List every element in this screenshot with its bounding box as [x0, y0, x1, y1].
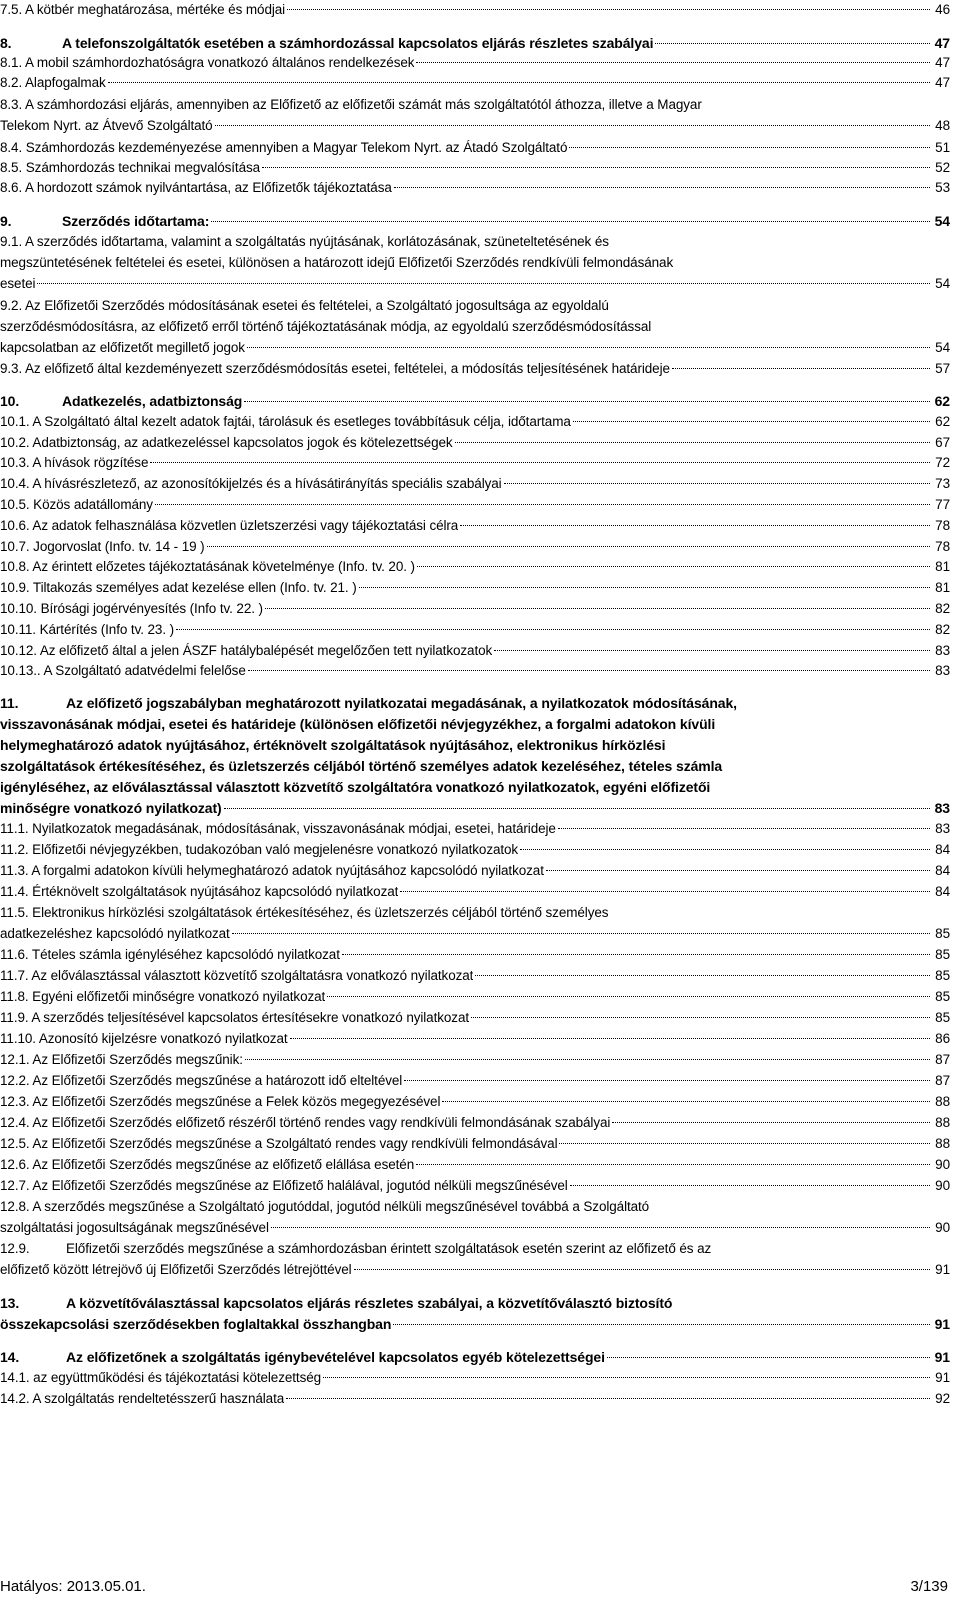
toc-entry[interactable]: [0, 338, 950, 358]
toc-chapter[interactable]: [0, 798, 950, 818]
toc-entry[interactable]: [0, 966, 950, 986]
toc-entry[interactable]: [0, 1113, 950, 1133]
toc-entry-page: 77: [935, 497, 950, 512]
toc-chapter-line: igényléséhez, az előválasztással választott közvetítő szolgáltatóra vonatkozó nyilatkozatok, egyéni előfizetői: [0, 779, 711, 795]
toc-entry-title: 11.9. A szerződés teljesítésével kapcsolatos értesítésekre vonatkozó nyilatkozat: [0, 1010, 470, 1025]
toc-entry-title: 7.5. A kötbér meghatározása, mértéke és módjai: [0, 2, 286, 17]
toc-entry[interactable]: [0, 495, 950, 515]
toc-entry-line: 8.3. A számhordozási eljárás, amennyiben az Előfizető az előfizetői számát más szolgáltatótól áthozza, illetve a Magyar: [0, 97, 702, 112]
toc-entry-page: 62: [934, 393, 950, 409]
toc-entry-line: 9.1. A szerződés időtartama, valamint a szolgáltatás nyújtásának, korlátozásának, szüneteltetésének és: [0, 234, 609, 249]
toc-entry[interactable]: [0, 433, 950, 453]
toc-entry-page: 82: [935, 601, 950, 616]
effective-date: Hatályos: 2013.05.01.: [0, 1578, 146, 1595]
toc-chapter[interactable]: [0, 33, 950, 53]
toc-entry-title: 8.1. A mobil számhordozhatóságra vonatkozó általános rendelkezések: [0, 55, 415, 70]
toc-entry[interactable]: [0, 924, 950, 944]
chapter-title: A közvetítőválasztással kapcsolatos eljárás részletes szabályai, a közvetítőválasztó biztosító: [66, 1295, 673, 1311]
toc-entry-page: 78: [935, 539, 950, 554]
toc-entry-title: 10.6. Az adatok felhasználása közvetlen üzletszerzési vagy tájékoztatási célra: [0, 518, 459, 533]
toc-entry-title: 11.7. Az előválasztással választott közvetítő szolgáltatásra vonatkozó nyilatkozat: [0, 968, 474, 983]
toc-entry[interactable]: [0, 53, 950, 73]
toc-entry-title: 10.11. Kártérítés (Info tv. 23. ): [0, 622, 175, 637]
toc-entry[interactable]: [0, 1155, 950, 1175]
toc-entry-page: 87: [935, 1073, 950, 1088]
chapter-number: 10.: [0, 393, 20, 409]
toc-entry[interactable]: [0, 945, 950, 965]
toc-entry[interactable]: [0, 1176, 950, 1196]
toc-entry-title: 14.1. az együttműködési és tájékoztatási kötelezettség: [0, 1370, 322, 1385]
toc-entry-title: 10.1. A Szolgáltató által kezelt adatok fajtái, tárolásuk és esetleges továbbításuk célja, időtartama: [0, 414, 571, 429]
toc-entry[interactable]: [0, 661, 950, 681]
toc-entry-page: 47: [935, 55, 950, 70]
chapter-title: A telefonszolgáltatók esetében a számhordozással kapcsolatos eljárás részletes szabályai: [62, 35, 654, 51]
toc-entry[interactable]: [0, 1368, 950, 1388]
toc-entry-page: 83: [935, 663, 950, 678]
toc-entry-page: 62: [935, 414, 950, 429]
toc-entry-title: esetei: [0, 276, 36, 291]
toc-entry-title: 8.6. A hordozott számok nyilvántartása, az Előfizetők tájékoztatása: [0, 180, 392, 195]
toc-entry[interactable]: [0, 453, 950, 473]
toc-entry-title: 10.3. A hívások rögzítése: [0, 455, 149, 470]
chapter-title: Adatkezelés, adatbiztonság: [62, 393, 243, 409]
toc-entry[interactable]: [0, 1008, 950, 1028]
toc-entry-page: 46: [935, 2, 950, 17]
toc-entry-title: 12.1. Az Előfizetői Szerződés megszűnik:: [0, 1052, 243, 1067]
toc-entry-page: 85: [935, 968, 950, 983]
toc-entry[interactable]: [0, 158, 950, 178]
toc-entry-page: 57: [935, 361, 950, 376]
toc-entry-page: 90: [935, 1157, 950, 1172]
toc-entry-title: 11.6. Tételes számla igényléséhez kapcsolódó nyilatkozat: [0, 947, 340, 962]
toc-entry-title: Telekom Nyrt. az Átvevő Szolgáltató: [0, 118, 213, 133]
chapter-title: Az előfizetőnek a szolgáltatás igénybevételével kapcsolatos egyéb kötelezettségei: [66, 1349, 605, 1365]
toc-entry-page: 47: [935, 75, 950, 90]
toc-entry[interactable]: [0, 840, 950, 860]
toc-entry[interactable]: [0, 1134, 950, 1154]
toc-entry-title: 11.2. Előfizetői névjegyzékben, tudakozóban való megjelenésre vonatkozó nyilatkozatok: [0, 842, 519, 857]
toc-entry[interactable]: [0, 882, 950, 902]
toc-entry-page: 53: [935, 180, 950, 195]
toc-entry-page: 90: [935, 1220, 950, 1235]
toc-entry-line: szerződésmódosításra, az előfizető erről történő tájékoztatásának módja, az egyoldalú szerződésmódosítással: [0, 319, 652, 334]
toc-entry-title: 10.8. Az érintett előzetes tájékoztatásának követelménye (Info. tv. 20. ): [0, 559, 415, 574]
toc-entry-page: 78: [935, 518, 950, 533]
toc-entry[interactable]: [0, 1218, 950, 1238]
toc-chapter-line: [0, 693, 950, 713]
toc-chapter-line: helymeghatározó adatok nyújtásához, értéknövelt szolgáltatások nyújtásához, elektronikus hírközlési: [0, 737, 666, 753]
toc-entry-title: 11.10. Azonosító kijelzésre vonatkozó nyilatkozat: [0, 1031, 288, 1046]
toc-entry[interactable]: [0, 578, 950, 598]
toc-entry[interactable]: [0, 1092, 950, 1112]
toc-chapter[interactable]: [0, 211, 950, 231]
toc-entry-title: 12.2. Az Előfizetői Szerződés megszűnése a határozott idő elteltével: [0, 1073, 403, 1088]
toc-entry[interactable]: [0, 1260, 950, 1280]
toc-entry-title: kapcsolatban az előfizetőt megillető jogok: [0, 340, 245, 355]
toc-entry-page: 51: [935, 140, 950, 155]
toc-entry-title: 11.3. A forgalmi adatokon kívüli helymeghatározó adatok nyújtásához kapcsolódó nyilatkozat: [0, 863, 544, 878]
toc-entry-page: 88: [935, 1115, 950, 1130]
toc-entry-page: 73: [935, 476, 950, 491]
toc-entry-page: 81: [935, 580, 950, 595]
toc-entry-title: 12.5. Az Előfizetői Szerződés megszűnése a Szolgáltató rendes vagy rendkívüli felmondásával: [0, 1136, 558, 1151]
toc-entry-title: 11.1. Nyilatkozatok megadásának, módosításának, visszavonásának módjai, esetei, határideje: [0, 821, 556, 836]
toc-entry-title: 11.4. Értéknövelt szolgáltatások nyújtásához kapcsolódó nyilatkozat: [0, 884, 399, 899]
toc-entry[interactable]: [0, 0, 950, 20]
toc-entry-title: 10.5. Közös adatállomány: [0, 497, 153, 512]
toc-entry-page: 81: [935, 559, 950, 574]
toc-entry[interactable]: [0, 557, 950, 577]
toc-entry-title: 10.4. A hívásrészletező, az azonosítókijelzés és a hívásátirányítás speciális szabályai: [0, 476, 502, 491]
toc-entry-title: 8.2. Alapfogalmak: [0, 75, 106, 90]
toc-entry[interactable]: [0, 178, 950, 198]
toc-chapter-line: visszavonásának módjai, esetei és határideje (különösen előfizetői névjegyzékhez, a forgalmi adatokon kívüli: [0, 716, 716, 732]
chapter-number: 9.: [0, 213, 12, 229]
toc-entry[interactable]: [0, 359, 950, 379]
toc-entry-title: szolgáltatási jogosultságának megszűnésével: [0, 1220, 269, 1235]
toc-entry-title: 11.8. Egyéni előfizetői minőségre vonatkozó nyilatkozat: [0, 989, 326, 1004]
chapter-number: 14.: [0, 1349, 20, 1365]
chapter-number: 11.: [0, 695, 19, 711]
toc-entry-page: 86: [935, 1031, 950, 1046]
toc-entry-page: 54: [935, 340, 950, 355]
toc-entry-page: 90: [935, 1178, 950, 1193]
toc-entry-title: 12.6. Az Előfizetői Szerződés megszűnése az előfizető elállása esetén: [0, 1157, 415, 1172]
toc-entry[interactable]: [0, 599, 950, 619]
toc-entry-page: 92: [935, 1391, 950, 1406]
toc-entry-title: adatkezeléshez kapcsolódó nyilatkozat: [0, 926, 230, 941]
toc-entry[interactable]: [0, 641, 950, 661]
toc-entry[interactable]: [0, 412, 950, 432]
toc-entry[interactable]: [0, 73, 950, 93]
chapter-number: 8.: [0, 35, 12, 51]
toc-entry-page: 85: [935, 989, 950, 1004]
toc-entry-page: 83: [935, 821, 950, 836]
toc-entry[interactable]: [0, 116, 950, 136]
toc-entry-page: 54: [935, 276, 950, 291]
toc-entry-page: 87: [935, 1052, 950, 1067]
toc-entry[interactable]: [0, 987, 950, 1007]
toc-entry-page: 88: [935, 1136, 950, 1151]
toc-entry-title: Előfizetői szerződés megszűnése a számhordozásban érintett szolgáltatások esetén szerint az előfizető és az: [66, 1241, 712, 1256]
toc-entry-page: 91: [935, 1370, 950, 1385]
toc-entry-line: [0, 1239, 950, 1259]
toc-entry-page: 54: [934, 213, 950, 229]
toc-entry-title: 10.13.. A Szolgáltató adatvédelmi felelőse: [0, 663, 246, 678]
toc-entry-title: 14.2. A szolgáltatás rendeltetésszerű használata: [0, 1391, 285, 1406]
toc-entry[interactable]: [0, 1029, 950, 1049]
toc-entry-page: 88: [935, 1094, 950, 1109]
toc-entry-title: 8.5. Számhordozás technikai megvalósítása: [0, 160, 261, 175]
toc-entry-page: 85: [935, 947, 950, 962]
toc-entry-line: 12.8. A szerződés megszűnése a Szolgáltató jogutóddal, jogutód nélküli megszűnésével továbbá a Szolgáltató: [0, 1199, 650, 1214]
toc-entry[interactable]: [0, 474, 950, 494]
toc-entry-page: 84: [935, 884, 950, 899]
toc-entry-line: megszüntetésének feltételei és esetei, különösen a határozott idejű Előfizetői Szerződés rendkívüli felmondásának: [0, 255, 674, 270]
toc-entry[interactable]: [0, 274, 950, 294]
toc-entry-title: 12.3. Az Előfizetői Szerződés megszűnése a Felek közös megegyezésével: [0, 1094, 441, 1109]
chapter-title: Az előfizető jogszabályban meghatározott nyilatkozatai megadásának, a nyilatkozatok módosításának,: [66, 695, 737, 711]
toc-entry[interactable]: [0, 1389, 950, 1409]
toc-entry-title: 10.10. Bírósági jogérvényesítés (Info tv. 22. ): [0, 601, 263, 616]
toc-entry-title: 8.4. Számhordozás kezdeményezése amennyiben a Magyar Telekom Nyrt. az Átadó Szolgáltató: [0, 140, 568, 155]
toc-entry[interactable]: [0, 861, 950, 881]
chapter-title: összekapcsolási szerződésekben foglaltakkal összhangban: [0, 1316, 392, 1332]
toc-chapter[interactable]: [0, 1314, 950, 1334]
toc-entry-page: 48: [935, 118, 950, 133]
toc-entry-page: 47: [934, 35, 950, 51]
toc-entry-title: 12.7. Az Előfizetői Szerződés megszűnése az Előfizető halálával, jogutód nélküli megszűnésével: [0, 1178, 568, 1193]
toc-chapter[interactable]: [0, 1347, 950, 1367]
toc-entry-title: 10.7. Jogorvoslat (Info. tv. 14 - 19 ): [0, 539, 205, 554]
toc-entry-page: 84: [935, 842, 950, 857]
toc-entry-title: 12.4. Az Előfizetői Szerződés előfizető részéről történő rendes vagy rendkívüli felmondásának szabályai: [0, 1115, 611, 1130]
toc-entry-page: 83: [934, 800, 950, 816]
toc-entry[interactable]: [0, 516, 950, 536]
toc-entry[interactable]: [0, 138, 950, 158]
page-counter: 3/139: [910, 1578, 948, 1595]
toc-chapter-line: szolgáltatások értékesítéséhez, és üzletszerzés céljából történő személyes adatok kezeléséhez, tételes számla: [0, 758, 723, 774]
toc-entry-page: 85: [935, 1010, 950, 1025]
chapter-number: 13.: [0, 1295, 20, 1311]
toc-chapter[interactable]: [0, 391, 950, 411]
section-number: 12.9.: [0, 1241, 30, 1256]
toc-entry-page: 84: [935, 863, 950, 878]
chapter-title: Szerződés időtartama:: [62, 213, 210, 229]
chapter-title: minőségre vonatkozó nyilatkozat): [0, 800, 222, 816]
toc-entry[interactable]: [0, 819, 950, 839]
toc-entry-page: 67: [935, 435, 950, 450]
toc-chapter-line: [0, 1293, 950, 1313]
toc-entry-title: előfizető között létrejövő új Előfizetői Szerződés létrejöttével: [0, 1262, 352, 1277]
toc-entry-title: 10.12. Az előfizető által a jelen ÁSZF hatálybalépését megelőzően tett nyilatkozatok: [0, 643, 493, 658]
toc-entry-page: 91: [934, 1316, 950, 1332]
toc-entry-title: 10.9. Tiltakozás személyes adat kezelése ellen (Info. tv. 21. ): [0, 580, 357, 595]
toc-entry-page: 82: [935, 622, 950, 637]
toc-entry-title: 10.2. Adatbiztonság, az adatkezeléssel kapcsolatos jogok és kötelezettségek: [0, 435, 453, 450]
toc-entry-line: 9.2. Az Előfizetői Szerződés módosításának esetei és feltételei, a Szolgáltató jogosultsága az egyoldalú: [0, 298, 609, 313]
toc-entry-page: 91: [935, 1262, 950, 1277]
toc-entry-line: 11.5. Elektronikus hírközlési szolgáltatások értékesítéséhez, és üzletszerzés céljából történő személyes: [0, 905, 609, 920]
toc-entry[interactable]: [0, 1071, 950, 1091]
toc-entry[interactable]: [0, 620, 950, 640]
toc-entry-page: 83: [935, 643, 950, 658]
toc-entry-title: 9.3. Az előfizető által kezdeményezett szerződésmódosítás esetei, feltételei, a módosítás teljesítésének határideje: [0, 361, 670, 376]
toc-entry-page: 52: [935, 160, 950, 175]
toc-entry-page: 85: [935, 926, 950, 941]
toc-entry-page: 91: [934, 1349, 950, 1365]
toc-entry-page: 72: [935, 455, 950, 470]
toc-entry[interactable]: [0, 1050, 950, 1070]
toc-entry[interactable]: [0, 537, 950, 557]
